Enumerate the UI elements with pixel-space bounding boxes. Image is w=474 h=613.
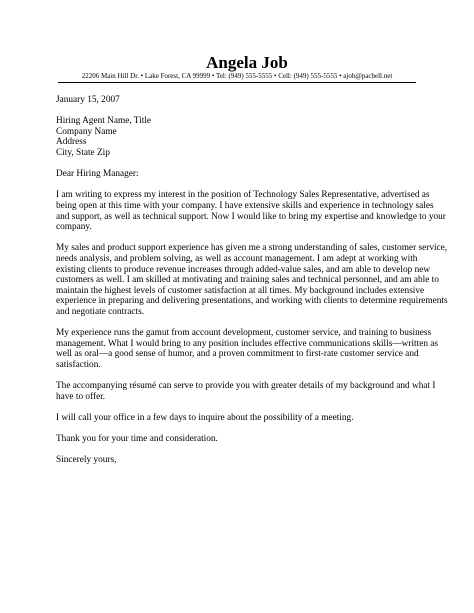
sender-contact-line: 22206 Main Hill Dr. • Lake Forest, CA 99999 • Tel: (949) 555-5555 • Cell: (949) 555-5555 • ajob@pacbell.net xyxy=(58,72,416,83)
paragraph-experience xyxy=(56,243,448,317)
salutation xyxy=(56,169,422,180)
paragraph-intro xyxy=(56,190,446,233)
paragraph-followup xyxy=(56,413,422,424)
paragraph-line: My sales and product support experience has given me a strong understanding of sales, customer service, xyxy=(56,243,448,254)
paragraph-line: existing clients to produce revenue increases through added-value sales, and am able to develop new xyxy=(56,264,431,275)
paragraph-line: I am writing to express my interest in the position of Technology Sales Representative, advertised as xyxy=(56,190,430,201)
paragraph-line: have to offer. xyxy=(56,391,106,402)
paragraph-line: Thank you for your time and consideration. xyxy=(56,434,218,444)
recipient-line: City, State Zip xyxy=(56,147,110,158)
paragraph-line: I will call your office in a few days to inquire about the possibility of a meeting. xyxy=(56,412,354,423)
recipient-line: Company Name xyxy=(56,126,117,137)
paragraph-line: and negotiate contracts. xyxy=(56,306,145,317)
recipient-line: Hiring Agent Name, Title xyxy=(56,116,152,127)
paragraph-line: management. What I would bring to any position includes effective communications skills—written as xyxy=(56,338,439,349)
salutation-text: Dear Hiring Manager: xyxy=(56,169,139,180)
sender-name: Angela Job xyxy=(206,53,288,72)
paragraph-line: customers as well. I am skilled at motivating and training sales and technical personnel, and am able to xyxy=(56,275,439,286)
paragraph-skills xyxy=(56,328,439,370)
paragraph-line: satisfaction. xyxy=(56,359,101,370)
paragraph-line: needs analysis, and problem solving, as well as account management. I am adept at working with xyxy=(56,253,418,264)
paragraph-line: well as oral—a good sense of humor, and a proven commitment to first-rate customer service and xyxy=(56,349,419,360)
paragraph-resume xyxy=(56,381,436,402)
paragraph-line: The accompanying résumé can serve to provide you with greater details of my background and what I xyxy=(56,381,436,392)
paragraph-line: and support, as well as technical support. Now I would like to bring my expertise and knowledge to your xyxy=(56,211,446,222)
paragraph-line: being open at this time with your company. I have extensive skills and experience in technology sales xyxy=(56,200,434,211)
letterhead xyxy=(0,54,474,72)
paragraph-line: company. xyxy=(56,222,92,233)
paragraph-line: experience in preparing and delivering presentations, and working with clients to determine requirements xyxy=(56,296,448,307)
recipient-block xyxy=(56,116,422,158)
closing xyxy=(56,455,422,466)
paragraph-thanks xyxy=(56,434,422,445)
paragraph-line: My experience runs the gamut from account development, customer service, and training to business xyxy=(56,328,432,339)
recipient-line: Address xyxy=(56,137,87,148)
paragraph-line: maintain the highest levels of customer satisfaction at all times. My background includes extensive xyxy=(56,285,425,296)
spacer xyxy=(56,106,422,117)
closing-text: Sincerely yours, xyxy=(56,455,117,466)
letter-body xyxy=(56,95,448,476)
letter-date: January 15, 2007 xyxy=(56,95,120,105)
